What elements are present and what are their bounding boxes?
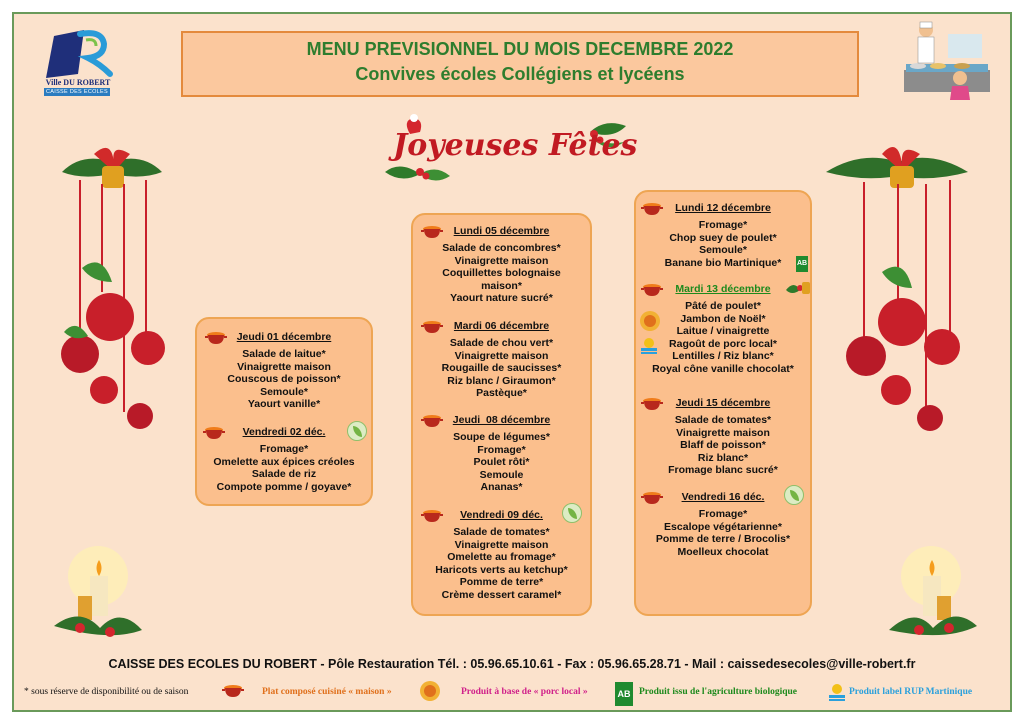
dish: Crème dessert caramel* bbox=[441, 588, 562, 601]
dish: Riz blanc* bbox=[697, 451, 749, 464]
dish: Jambon de Noël* bbox=[680, 312, 766, 325]
dish: Compote pomme / goyave* bbox=[216, 480, 352, 493]
day-title: Vendredi 09 déc. bbox=[460, 509, 543, 521]
dish: Salade de laitue* bbox=[242, 348, 326, 360]
dish: Vinaigrette maison bbox=[676, 426, 770, 439]
title-banner bbox=[181, 31, 859, 97]
dish: Fromage* bbox=[477, 443, 526, 456]
dish: Vinaigrette maison bbox=[454, 538, 549, 551]
dish: Yaourt vanille* bbox=[247, 398, 321, 411]
day-title: Vendredi 16 déc. bbox=[681, 491, 765, 503]
day-title: Vendredi 02 déc. bbox=[242, 426, 326, 438]
legend-pot-icon bbox=[222, 684, 244, 698]
dish: Vinaigrette maison bbox=[454, 349, 549, 362]
legend-homemade: Plat composé cuisiné « maison » bbox=[262, 687, 392, 697]
dish: Poulet rôti* bbox=[473, 456, 530, 469]
legend-availability-note: * sous réserve de disponibilité ou de saison bbox=[24, 687, 189, 697]
menu-card-week-3 bbox=[634, 190, 812, 616]
day-title: Lundi 12 décembre bbox=[675, 202, 771, 214]
dish: Semoule* bbox=[260, 385, 308, 398]
legend-organic-ab-icon: AB bbox=[615, 682, 633, 706]
day-block bbox=[413, 414, 590, 494]
dish: Soupe de légumes* bbox=[453, 431, 550, 443]
dish: Vinaigrette maison bbox=[237, 360, 331, 373]
dish: Salade de concombres* bbox=[442, 242, 561, 254]
organic-ab-icon: AB bbox=[796, 256, 808, 272]
dish: Semoule* bbox=[699, 244, 747, 257]
day-block bbox=[636, 397, 810, 477]
day-block bbox=[636, 283, 810, 376]
dish: Fromage blanc sucré* bbox=[668, 464, 778, 477]
day-title: Jeudi 01 décembre bbox=[236, 331, 332, 343]
dish: Riz blanc / Giraumon* bbox=[447, 374, 556, 387]
dish: Pâté de poulet* bbox=[685, 300, 761, 312]
dish: Yaourt nature sucré* bbox=[450, 292, 553, 305]
page-subtitle: Convives écoles Collégiens et lycéens bbox=[355, 64, 685, 84]
day-block bbox=[636, 491, 810, 558]
dish: Royal cône vanille chocolat* bbox=[652, 362, 794, 375]
day-block bbox=[413, 509, 590, 602]
right-hanging-ornaments bbox=[822, 132, 972, 432]
dish: Chop suey de poulet* bbox=[669, 231, 777, 244]
day-block bbox=[413, 225, 590, 305]
menu-card-week-2 bbox=[411, 213, 592, 616]
page-title: MENU PREVISIONNEL DU MOIS DECEMBRE 2022 bbox=[306, 39, 734, 59]
dish: Salade de chou vert* bbox=[449, 337, 554, 349]
dish: Laitue / vinaigrette bbox=[676, 325, 770, 338]
logo-name: Ville DU ROBERT bbox=[45, 78, 111, 87]
dish: Fromage* bbox=[698, 219, 748, 231]
dish: Lentilles / Riz blanc* bbox=[672, 350, 774, 363]
dish: Omelette aux épices créoles bbox=[213, 455, 355, 468]
legend-organic: Produit issu de l'agriculture biologique bbox=[639, 687, 798, 697]
day-title: Mardi 13 décembre bbox=[675, 283, 771, 295]
legend-rup-martinique: Produit label RUP Martinique bbox=[849, 687, 973, 697]
left-hanging-ornaments bbox=[52, 132, 172, 432]
dish: Haricots verts au ketchup* bbox=[435, 563, 568, 576]
dish: Rougaille de saucisses* bbox=[441, 362, 562, 375]
legend-local-pork-icon bbox=[418, 680, 442, 702]
day-block bbox=[197, 331, 371, 411]
contact-line: CAISSE DES ECOLES DU ROBERT - Pôle Restauration Tél. : 05.96.65.10.61 - Fax : 05.96.65.28.71 - Mail : caissedesecoles@ville-robert.fr bbox=[108, 657, 916, 671]
left-candle-decoration bbox=[50, 546, 145, 646]
day-block bbox=[413, 320, 590, 400]
dish: Moelleux chocolat bbox=[677, 545, 769, 558]
greeting-title: Joyeuses Fêtes bbox=[393, 128, 638, 163]
dish: maison* bbox=[481, 279, 522, 292]
dish: Salade de riz bbox=[251, 468, 317, 481]
dish: Ragoût de porc local* bbox=[669, 337, 777, 350]
dish: Pomme de terre / Brocolis* bbox=[655, 533, 791, 546]
dish: Pastèque* bbox=[476, 387, 527, 400]
legend-local-pork: Produit à base de « porc local » bbox=[461, 687, 588, 697]
dish: Vinaigrette maison bbox=[454, 254, 549, 267]
dish: Coquillettes bolognaise bbox=[442, 267, 561, 280]
day-title: Mardi 06 décembre bbox=[453, 320, 550, 332]
logo-subtitle: CAISSE DES ECOLES bbox=[44, 88, 110, 96]
dish: Omelette au fromage* bbox=[447, 551, 556, 564]
day-block bbox=[636, 202, 810, 269]
dish: Blaff de poisson* bbox=[680, 439, 766, 452]
dish: Banane bio Martinique* bbox=[664, 256, 782, 269]
day-title: Lundi 05 décembre bbox=[453, 225, 550, 237]
dish: Salade de tomates* bbox=[453, 526, 550, 538]
day-title: Jeudi 15 décembre bbox=[675, 397, 771, 409]
chef-illustration bbox=[904, 20, 990, 100]
dish: Salade de tomates* bbox=[674, 414, 772, 426]
dish: Semoule bbox=[479, 468, 524, 481]
day-block bbox=[197, 426, 371, 493]
dish: Fromage* bbox=[259, 443, 309, 455]
menu-card-week-1 bbox=[195, 317, 373, 506]
dish: Escalope végétarienne* bbox=[664, 520, 782, 533]
right-candle-decoration bbox=[885, 546, 980, 646]
legend-rup-icon bbox=[828, 682, 846, 704]
dish: Pomme de terre* bbox=[459, 576, 544, 589]
dish: Couscous de poisson* bbox=[227, 373, 341, 386]
day-title: Jeudi 08 décembre bbox=[452, 414, 551, 426]
dish: Fromage* bbox=[698, 508, 748, 520]
dish: Ananas* bbox=[480, 481, 523, 494]
